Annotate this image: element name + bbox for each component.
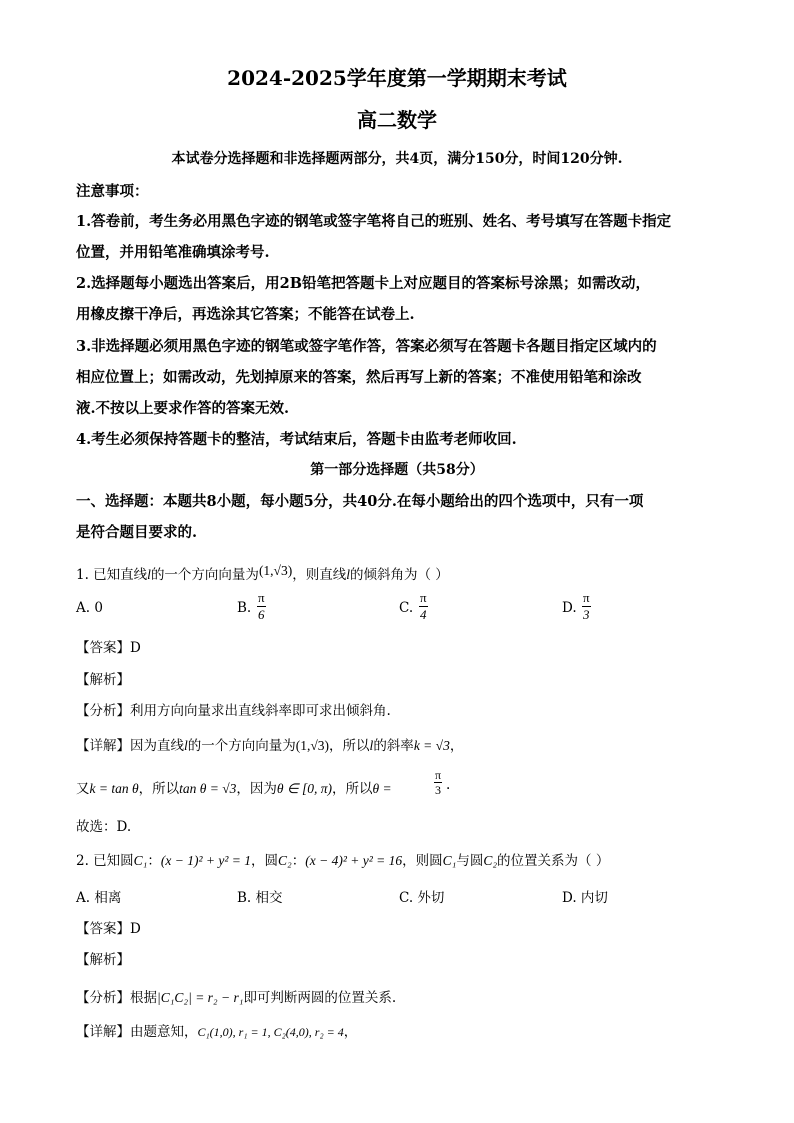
q1-stem-text: 1. 已知直线: [76, 567, 148, 583]
tan-expression: tan θ = √3: [179, 781, 237, 796]
q2-option-c: C. 外切: [399, 890, 445, 906]
notice-line: 液.不按以上要求作答的答案无效.: [76, 400, 290, 417]
q2-stem-text: 的位置关系为（ ）: [497, 853, 610, 869]
notice-line: 3.非选择题必须用黑色字迹的钢笔或签字笔作答，答案必须写在答题卡各题目指定区域内的: [76, 338, 657, 355]
q1-detail-text: ，所以: [329, 738, 370, 754]
var-l: l: [369, 738, 374, 753]
q2-analysis-label: 【解析】: [76, 952, 130, 968]
var-l: l: [184, 738, 188, 753]
q1-option-c-fraction: [419, 590, 428, 623]
q2-stem: [76, 849, 609, 869]
frac-den: 3: [583, 607, 590, 622]
q1-stem: [76, 563, 449, 583]
q1-option-d-label: D.: [562, 600, 577, 616]
frac-num: π: [258, 590, 265, 605]
notice-line: 4.考生必须保持答题卡的整洁，考试结束后，答题卡由监考老师收回.: [76, 431, 517, 448]
circle-c1: C₁: [442, 853, 457, 868]
notice-heading: 注意事项：: [76, 183, 149, 200]
q1-detail-text: 的一个方向向量为: [187, 738, 296, 754]
q1-option-d-fraction: [582, 590, 591, 623]
direction-vector: (1,√3): [258, 563, 293, 578]
frac-den: 6: [258, 607, 265, 622]
q2-detail: [76, 1020, 357, 1040]
q2-stem-text: 与圆: [456, 853, 484, 869]
q1-stem-text: ，则直线: [292, 567, 347, 583]
q1-option-b-fraction: [257, 590, 266, 623]
var-l: l: [147, 567, 151, 582]
exam-title: 2024-2025学年度第一学期期末考试: [227, 66, 567, 90]
notice-line: 位置，并用铅笔准确填涂考号.: [76, 244, 270, 261]
q2-fenxi-text: 【分析】根据: [76, 990, 157, 1006]
exam-intro: 本试卷分选择题和非选择题两部分，共4页，满分150分，时间120分钟.: [171, 151, 623, 167]
q2-stem-text: ：: [147, 853, 161, 869]
q1-detail-line1: [76, 734, 463, 754]
section-instruction: 一、选择题：本题共8小题，每小题5分，共40分.在每小题给出的四个选项中，只有一项: [76, 493, 644, 510]
q1-option-c-label: C.: [399, 600, 414, 616]
circle-c2-equation: (x − 4)² + y² = 16: [305, 853, 403, 868]
q1-detail-text: 又: [76, 781, 90, 797]
q1-detail-text: ，所以: [332, 781, 373, 797]
section-instruction: 是符合题目要求的.: [76, 524, 198, 541]
notice-line: 1.答卷前，考生务必用黑色字迹的钢笔或签字笔将自己的班别、姓名、考号填写在答题卡指定: [76, 213, 672, 230]
theta-range: θ ∈ [0, π): [276, 781, 333, 796]
q2-option-d: D. 内切: [562, 890, 608, 906]
frac-num: π: [583, 590, 590, 605]
direction-vector: (1,√3): [295, 738, 330, 753]
slope-expression: k = √3: [413, 738, 450, 753]
q2-option-b: B. 相交: [237, 890, 283, 906]
q1-detail-end: .: [446, 777, 451, 793]
q1-option-b-label: B.: [237, 600, 252, 616]
notice-line: 用橡皮擦干净后，再选涂其它答案；不能答在试卷上.: [76, 306, 415, 323]
q2-option-a: A. 相离: [76, 890, 122, 906]
part1-heading: 第一部分选择题（共58分）: [310, 462, 484, 478]
q1-detail-line2: [76, 777, 392, 797]
var-l: l: [346, 567, 350, 582]
q2-fenxi: [76, 986, 396, 1006]
q1-option-a: A. 0: [76, 600, 103, 616]
q1-choose: 故选：D.: [76, 819, 132, 835]
circle-c2: C₂: [278, 853, 292, 868]
circle-c1-equation: (x − 1)² + y² = 1: [160, 853, 252, 868]
center-distance-expression: |C₁C₂| = r₂ − r₁: [157, 990, 244, 1005]
q2-detail-text: ，: [343, 1024, 358, 1040]
q1-detail-text: 【详解】因为直线: [76, 738, 184, 754]
q2-detail-text: 【详解】由题意知，: [76, 1024, 198, 1040]
q1-answer: 【答案】D: [76, 640, 141, 656]
q1-analysis-label: 【解析】: [76, 672, 130, 688]
q2-stem-text: ，圆: [251, 853, 279, 869]
q2-stem-text: ，则圆: [402, 853, 443, 869]
q2-stem-text: 2. 已知圆: [76, 853, 134, 869]
q1-fenxi: 【分析】利用方向向量求出直线斜率即可求出倾斜角.: [76, 703, 391, 719]
frac-num: π: [420, 590, 427, 605]
q1-stem-text: 的倾斜角为（ ）: [349, 567, 449, 583]
subject-title: 高二数学: [357, 108, 437, 132]
k-tan-expression: k = tan θ: [89, 781, 139, 796]
q1-detail-text: ，所以: [138, 781, 180, 797]
q2-stem-text: ：: [291, 853, 306, 869]
q1-detail-text: 的斜率: [373, 738, 414, 754]
frac-den: 3: [435, 783, 442, 797]
q1-stem-text: 的一个方向向量为: [150, 567, 259, 583]
q1-detail-text: ，: [449, 738, 464, 754]
q2-answer: 【答案】D: [76, 921, 141, 937]
q2-fenxi-text: 即可判断两圆的位置关系.: [243, 990, 397, 1006]
notice-line: 相应位置上；如需改动，先划掉原来的答案，然后再写上新的答案；不准使用铅笔和涂改: [76, 369, 642, 386]
theta-fraction: [434, 768, 442, 797]
q1-detail-text: ，因为: [236, 781, 277, 797]
frac-den: 4: [420, 607, 427, 622]
circle-params-expression: C₁(1,0), r₁ = 1, C₂(4,0), r₂ = 4: [197, 1025, 344, 1039]
theta-equation: θ =: [372, 781, 392, 796]
circle-c2: C₂: [483, 853, 498, 868]
frac-num: π: [435, 768, 442, 782]
circle-c1: C₁: [133, 853, 148, 868]
notice-line: 2.选择题每小题选出答案后，用2B铅笔把答题卡上对应题目的答案标号涂黑；如需改动，: [76, 275, 650, 292]
